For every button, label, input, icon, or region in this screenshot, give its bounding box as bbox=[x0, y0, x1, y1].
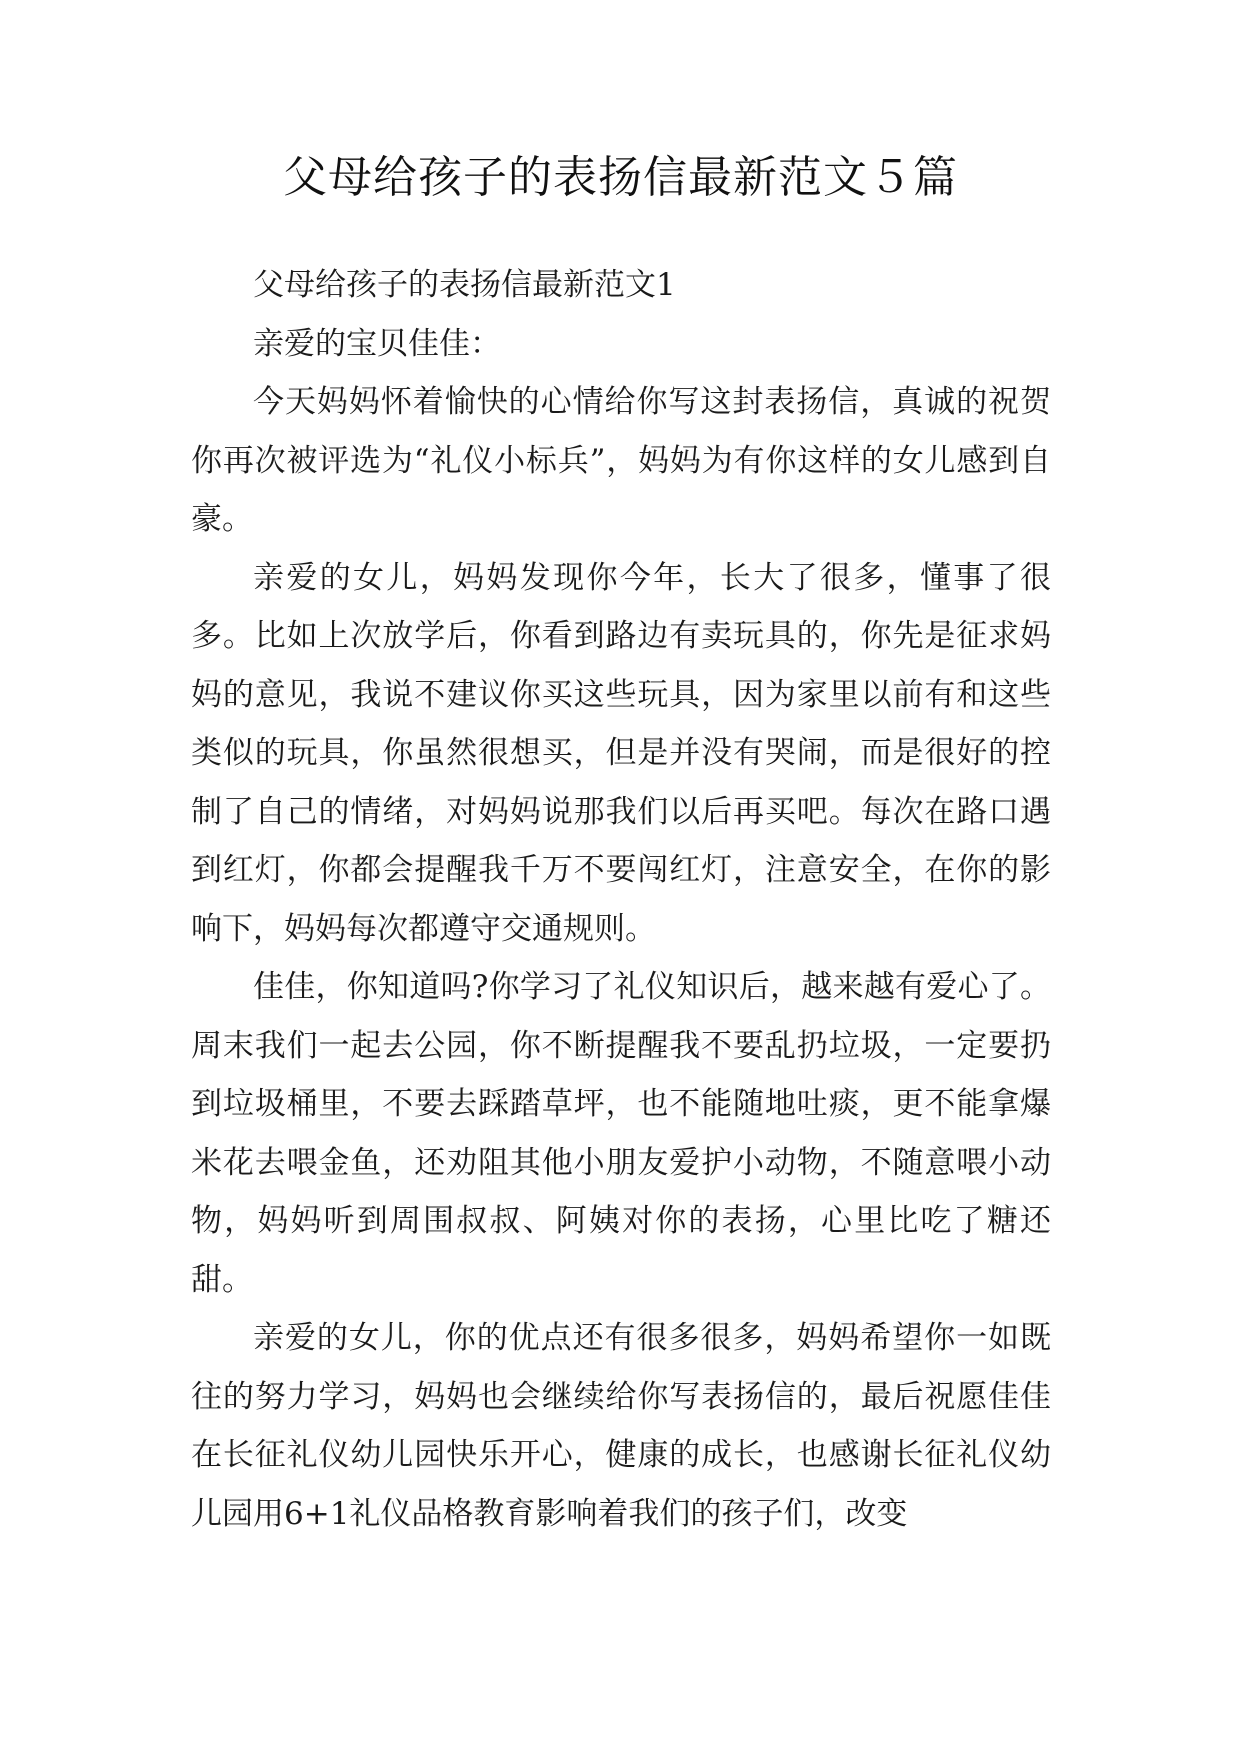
section-heading: 父母给孩子的表扬信最新范文1 bbox=[253, 267, 676, 303]
paragraph: 亲爱的女儿，妈妈发现你今年，长大了很多，懂事了很多。比如上次放学后，你看到路边有卖玩具的，你先是征求妈妈的意见，我说不建议你买这些玩具，因为家里以前有和这些类似的玩具，你虽然很想买，但是并没有哭闹，而是很好的控制了自己的情绪，对妈妈说那我们以后再买吧。每次在路口遇到红灯，你都会提醒我千万不要闯红灯，注意安全，在你的影响下，妈妈每次都遵守交通规则。 bbox=[191, 559, 1051, 947]
paragraph: 亲爱的女儿，你的优点还有很多很多，妈妈希望你一如既往的努力学习，妈妈也会继续给你写表扬信的，最后祝愿佳佳在长征礼仪幼儿园快乐开心，健康的成长，也感谢长征礼仪幼儿园用6+1礼仪品格教育影响着我们的孩子们，改变 bbox=[191, 1320, 1051, 1532]
paragraph: 今天妈妈怀着愉快的心情给你写这封表扬信，真诚的祝贺你再次被评选为“礼仪小标兵”，妈妈为有你这样的女儿感到自豪。 bbox=[191, 384, 1051, 537]
paragraph: 佳佳，你知道吗?你学习了礼仪知识后，越来越有爱心了。周末我们一起去公园，你不断提醒我不要乱扔垃圾，一定要扔到垃圾桶里，不要去踩踏草坪，也不能随地吐痰，更不能拿爆米花去喂金鱼，还劝阻其他小朋友爱护小动物，不随意喂小动物，妈妈听到周围叔叔、阿姨对你的表扬，心里比吃了糖还甜。 bbox=[191, 969, 1051, 1298]
document-body bbox=[191, 256, 1051, 1543]
document-title: 父母给孩子的表扬信最新范文５篇 bbox=[283, 152, 958, 203]
salutation: 亲爱的宝贝佳佳： bbox=[253, 325, 501, 362]
